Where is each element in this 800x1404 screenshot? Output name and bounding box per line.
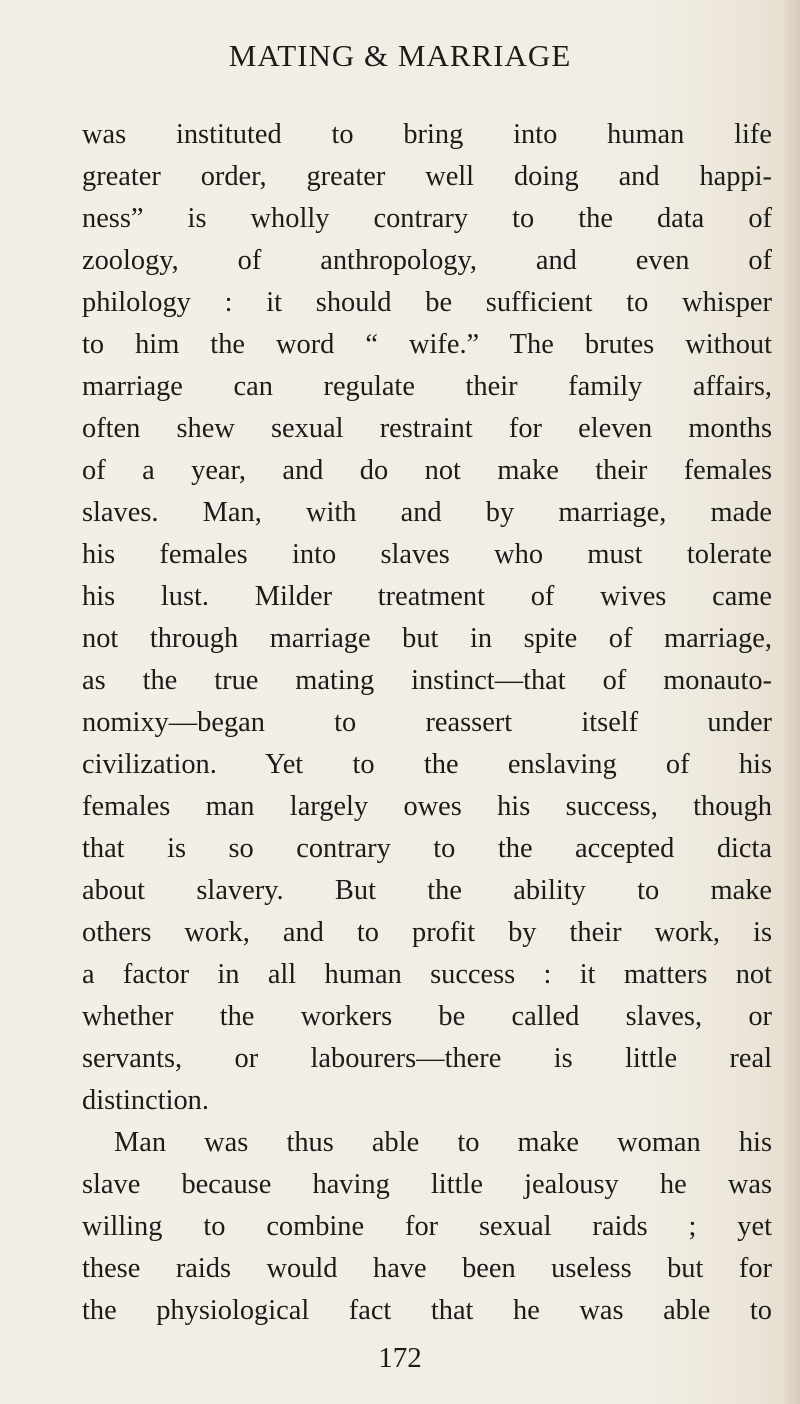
text-line: civilization. Yet to the enslaving of his (82, 749, 772, 780)
text-line: the physiological fact that he was able to (82, 1295, 772, 1326)
text-line: others work, and to profit by their work, is (82, 917, 772, 948)
text-line: zoology, of anthropology, and even of (82, 245, 772, 276)
text-line: to him the word “ wife.” The brutes without (82, 329, 772, 360)
text-line: whether the workers be called slaves, or (82, 1001, 772, 1032)
text-line: greater order, greater well doing and happi- (82, 161, 772, 192)
page-number: 172 (378, 1342, 422, 1374)
text-line: servants, or labourers—there is little real (82, 1043, 772, 1074)
text-line: marriage can regulate their family affairs, (82, 371, 772, 402)
text-line: slaves. Man, with and by marriage, made (82, 497, 772, 528)
text-line: of a year, and do not make their females (82, 455, 772, 486)
text-line: ness” is wholly contrary to the data of (82, 203, 772, 234)
text-line: often shew sexual restraint for eleven months (82, 413, 772, 444)
text-line: Man was thus able to make woman his (114, 1127, 772, 1158)
text-line: his lust. Milder treatment of wives came (82, 581, 772, 612)
text-line: these raids would have been useless but for (82, 1253, 772, 1284)
text-line: willing to combine for sexual raids ; yet (82, 1211, 772, 1242)
text-line: distinction. (82, 1085, 209, 1116)
text-line: a factor in all human success : it matters not (82, 959, 772, 990)
text-line: was instituted to bring into human life (82, 119, 772, 150)
running-head: MATING & MARRIAGE (228, 38, 572, 73)
text-line: slave because having little jealousy he was (82, 1169, 772, 1200)
text-line: philology : it should be sufficient to whisper (82, 287, 772, 318)
text-line: his females into slaves who must tolerate (82, 539, 772, 570)
text-line: not through marriage but in spite of marriage, (82, 623, 772, 654)
text-line: females man largely owes his success, though (82, 791, 772, 822)
text-line: about slavery. But the ability to make (82, 875, 772, 906)
text-line: nomixy—began to reassert itself under (82, 707, 772, 738)
text-line: that is so contrary to the accepted dicta (82, 833, 772, 864)
text-line: as the true mating instinct—that of monauto- (82, 665, 772, 696)
